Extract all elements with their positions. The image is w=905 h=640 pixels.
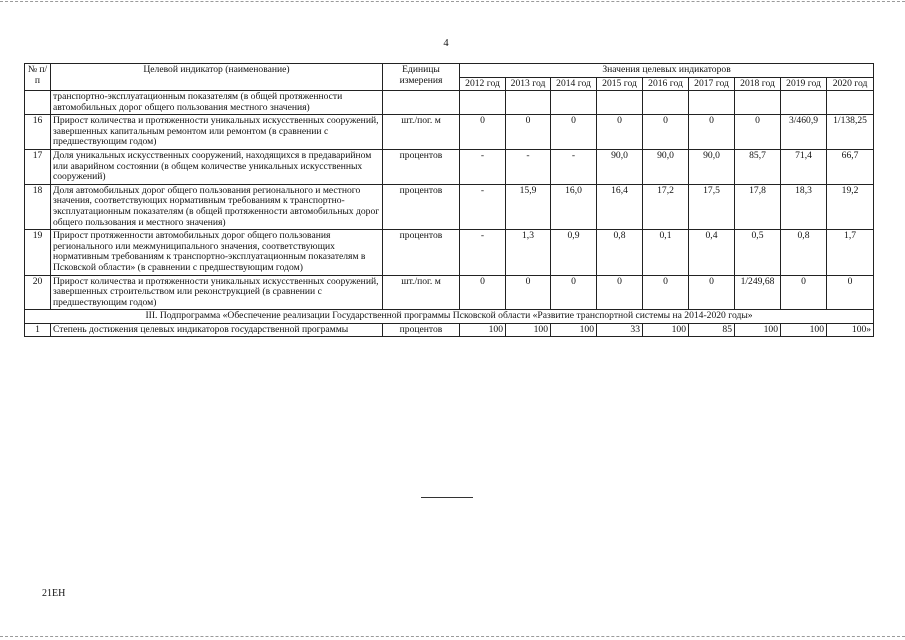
table-row [25,149,874,184]
row-value: 100 [735,323,781,337]
indicators-table [24,63,874,337]
row-value: 100» [827,323,874,337]
row-value: 0 [827,275,874,310]
row-num: 1 [25,323,51,337]
header-year: 2015 год [597,77,643,90]
row-value: - [551,149,597,184]
row-value: 71,4 [781,149,827,184]
row-value: 90,0 [643,149,689,184]
row-value: 0,9 [551,230,597,275]
row-value: 100 [551,323,597,337]
row-unit: процентов [383,149,460,184]
row-value: 0 [551,115,597,150]
row-value: 1,3 [506,230,551,275]
row-value: 16,0 [551,184,597,229]
continuation-row [25,91,874,115]
row-value [689,91,735,115]
row-value: 0 [597,115,643,150]
row-indicator: Доля уникальных искусственных сооружений, находящихся в предаварийном или аварийном состоянии (в общем количестве уникальных искусственных сооружений) [51,149,383,184]
row-value: 0,8 [781,230,827,275]
row-value: 100 [506,323,551,337]
row-value [643,91,689,115]
scan-edge-top [0,1,905,2]
row-value: 1/249,68 [735,275,781,310]
footer-code: 21ЕН [42,588,66,599]
row-value: 15,9 [506,184,551,229]
row-value: 1,7 [827,230,874,275]
row-value: 100 [460,323,506,337]
row-value: 0 [506,275,551,310]
row-value [460,91,506,115]
row-value [781,91,827,115]
table-row [25,323,874,337]
row-unit: шт./пог. м [383,275,460,310]
header-year: 2013 год [506,77,551,90]
row-value: 3/460,9 [781,115,827,150]
row-indicator: Степень достижения целевых индикаторов государственной программы [51,323,383,337]
subprogram-title: III. Подпрограмма «Обеспечение реализации Государственной программы Псковской области «Развитие транспортной системы на 2014-2020 годы» [25,310,874,324]
row-value: 0 [735,115,781,150]
header-row [25,64,874,78]
header-year: 2020 год [827,77,874,90]
header-year: 2019 год [781,77,827,90]
row-value: 0 [643,275,689,310]
row-value: 0 [597,275,643,310]
row-value: 0 [689,115,735,150]
row-value: 100 [643,323,689,337]
row-indicator: Доля автомобильных дорог общего пользования регионального и местного значения, соответствующих нормативным требованиям к транспортно-эксплуатационным показателям (в общей протяженности автомобильных дорог общего пользования и местного значения) [51,184,383,229]
row-value: 90,0 [689,149,735,184]
row-indicator: Прирост количества и протяженности уникальных искусственных сооружений, завершенных капитальным ремонтом или ремонтом (в сравнении с предшествующим годом) [51,115,383,150]
row-value: 90,0 [597,149,643,184]
row-value: 0,1 [643,230,689,275]
scan-edge-bottom [0,636,905,637]
row-value: 16,4 [597,184,643,229]
row-value: 85,7 [735,149,781,184]
row-unit: процентов [383,184,460,229]
row-value: 0,8 [597,230,643,275]
row-unit: процентов [383,323,460,337]
row-num: 20 [25,275,51,310]
page-number: 4 [443,38,449,49]
row-value: 0 [689,275,735,310]
row-value: 0 [781,275,827,310]
row-value [551,91,597,115]
header-year: 2014 год [551,77,597,90]
header-year: 2017 год [689,77,735,90]
row-num: 17 [25,149,51,184]
row-num: 19 [25,230,51,275]
row-value: 33 [597,323,643,337]
row-indicator: Прирост количества и протяженности уникальных искусственных сооружений, завершенных строительством или реконструкцией (в сравнении с предшествующим годом) [51,275,383,310]
row-unit: процентов [383,230,460,275]
table-row [25,184,874,229]
row-value: 0 [460,275,506,310]
row-value: 66,7 [827,149,874,184]
row-value [597,91,643,115]
row-num: 18 [25,184,51,229]
header-num: № п/п [25,64,51,91]
header-indicator: Целевой индикатор (наименование) [51,64,383,91]
row-num: 16 [25,115,51,150]
row-value: 0 [460,115,506,150]
header-year: 2016 год [643,77,689,90]
row-unit [383,91,460,115]
row-value [506,91,551,115]
table-row [25,230,874,275]
row-value: - [460,230,506,275]
row-value: 19,2 [827,184,874,229]
header-values-group: Значения целевых индикаторов [460,64,874,78]
header-unit: Единицы измерения [383,64,460,91]
header-year: 2018 год [735,77,781,90]
row-value: 85 [689,323,735,337]
row-value: 17,5 [689,184,735,229]
row-unit: шт./пог. м [383,115,460,150]
row-value: 17,8 [735,184,781,229]
row-value [735,91,781,115]
row-value: 1/138,25 [827,115,874,150]
row-value: 0,5 [735,230,781,275]
row-indicator: Прирост протяженности автомобильных дорог общего пользования регионального или межмуниципального значения, соответствующих нормативным требованиям к транспортно-эксплуатационным показателям в Псковской области» (в сравнении с предшествующим годом) [51,230,383,275]
row-value: - [460,184,506,229]
row-num [25,91,51,115]
row-value: 0 [551,275,597,310]
subprogram-title-row [25,310,874,324]
table-row [25,275,874,310]
row-value: 17,2 [643,184,689,229]
row-value: 100 [781,323,827,337]
row-value: - [506,149,551,184]
row-indicator: транспортно-эксплуатационным показателям (в общей протяженности автомобильных дорог общего пользования местного значения) [51,91,383,115]
row-value: 0 [506,115,551,150]
row-value: - [460,149,506,184]
row-value: 18,3 [781,184,827,229]
header-year: 2012 год [460,77,506,90]
table-row [25,115,874,150]
row-value: 0,4 [689,230,735,275]
footer-rule [421,497,473,498]
row-value: 0 [643,115,689,150]
row-value [827,91,874,115]
